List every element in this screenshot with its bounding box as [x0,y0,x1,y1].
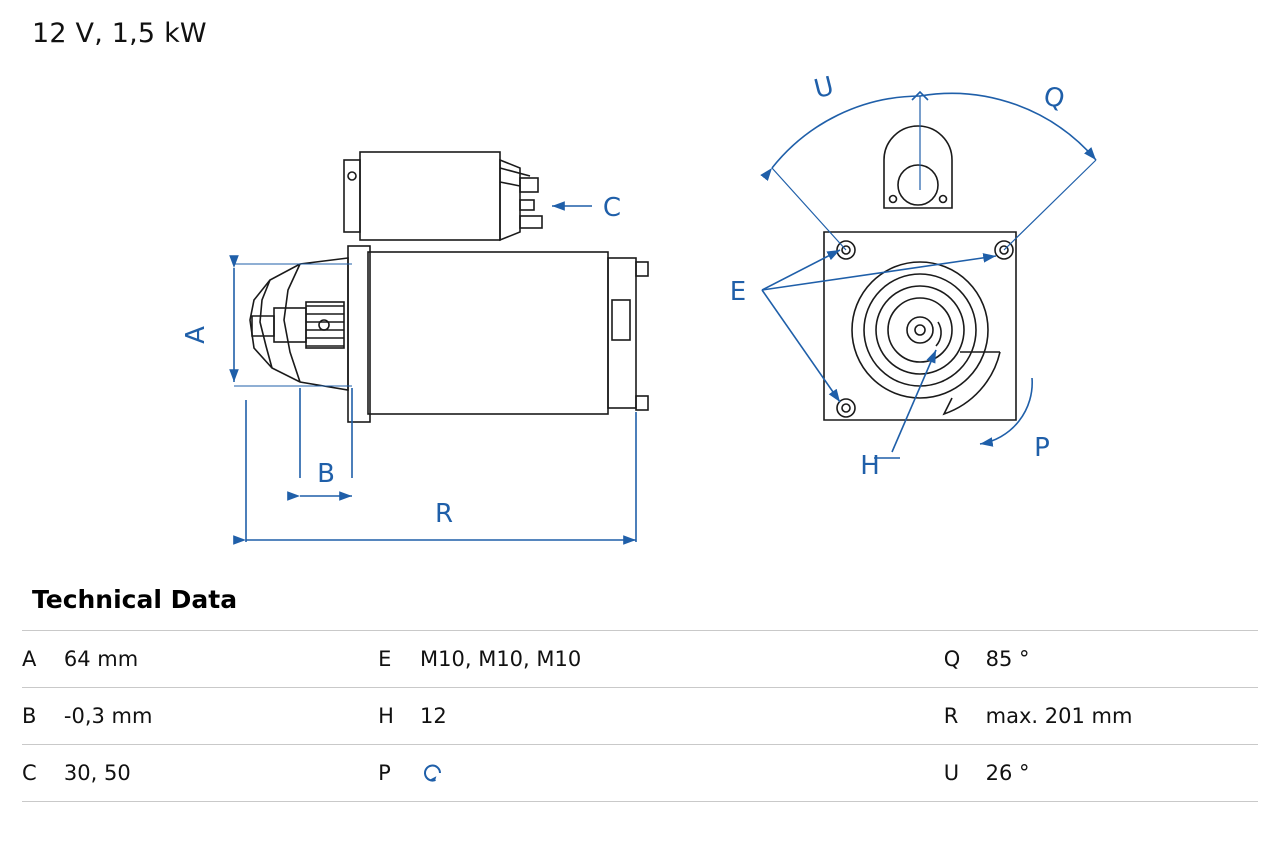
row-key-a: A [22,631,64,688]
technical-data-table [22,630,1258,802]
dimension-label-A: A [181,326,211,344]
row-value-b: -0,3 mm [64,688,378,745]
dimension-label-E: E [729,277,747,307]
dimension-label-B: B [317,459,335,489]
dimension-label-U: U [811,71,837,106]
row-value-q: 85 ° [986,631,1258,688]
row-value-h: 12 [420,688,944,745]
row-key-b: B [22,688,64,745]
dimension-label-R: R [434,499,454,529]
dimension-label-C: C [602,193,622,223]
side-view-dimensions [234,206,636,542]
technical-data-heading: Technical Data [32,585,238,614]
page-title: 12 V, 1,5 kW [32,18,207,49]
table-row [22,745,1258,802]
row-value-p [420,745,944,802]
rotation-direction-icon [420,760,446,786]
row-value-e: M10, M10, M10 [420,631,944,688]
row-key-e: E [378,631,420,688]
row-key-c: C [22,745,64,802]
row-key-h: H [378,688,420,745]
row-key-r: R [944,688,986,745]
row-value-c: 30, 50 [64,745,378,802]
table-row [22,688,1258,745]
row-key-q: Q [944,631,986,688]
row-key-u: U [944,745,986,802]
row-key-p: P [378,745,420,802]
table-row [22,631,1258,688]
row-value-a: 64 mm [64,631,378,688]
side-view-drawing [250,152,648,422]
dimension-label-Q: Q [1040,81,1068,116]
dimension-label-H: H [860,451,880,481]
row-value-u: 26 ° [986,745,1258,802]
dimension-label-P: P [1034,433,1050,463]
row-value-r: max. 201 mm [986,688,1258,745]
